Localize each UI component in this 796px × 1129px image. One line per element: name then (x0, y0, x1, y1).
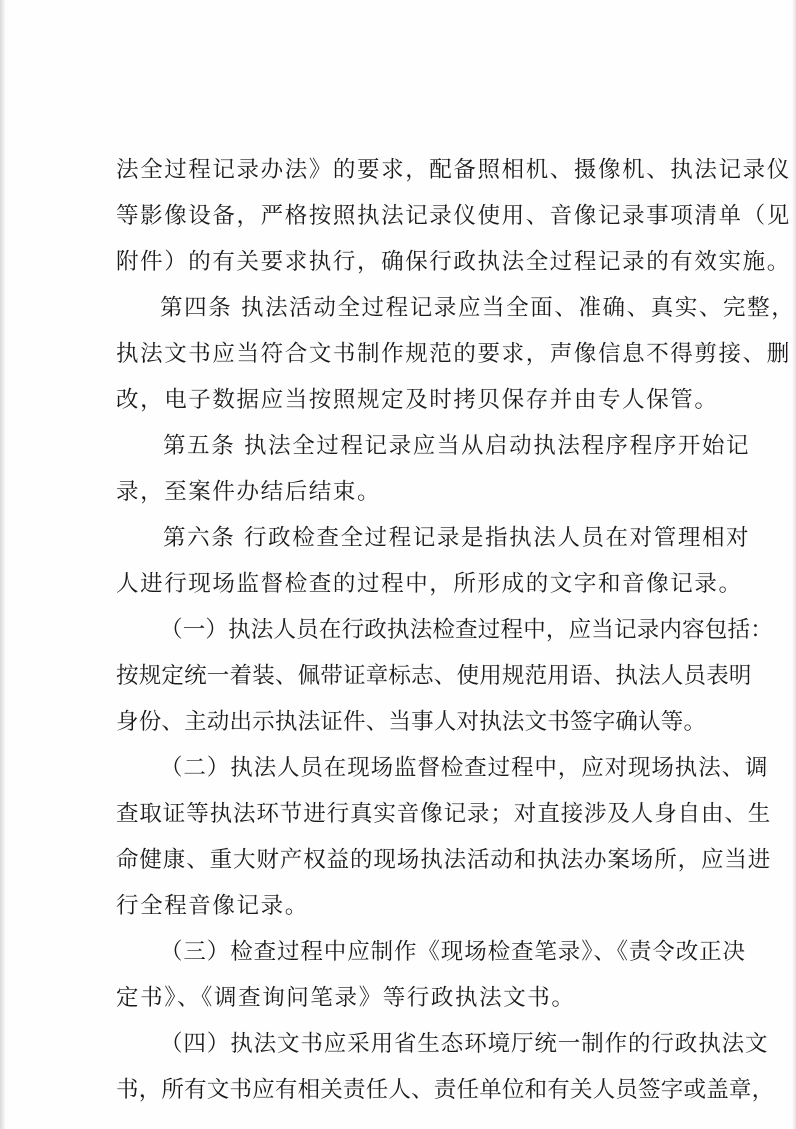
text-line: 执法文书应当符合文书制作规范的要求，声像信息不得剪接、删 (116, 341, 791, 367)
text-line: 等影像设备，严格按照执法记录仪使用、音像记录事项清单（见 (116, 203, 791, 229)
text-line: 人进行现场监督检查的过程中，所形成的文字和音像记录。 (116, 571, 743, 597)
text-line: （三）检查过程中应制作《现场检查笔录》、《责令改正决 (160, 939, 746, 965)
text-line: （一）执法人员在行政执法检查过程中，应当记录内容包括： (160, 617, 773, 643)
text-line: 定书》、《调查询问笔录》等行政执法文书。 (116, 985, 576, 1011)
text-line: 附件）的有关要求执行，确保行政执法全过程记录的有效实施。 (116, 249, 791, 275)
text-line: 第四条 执法活动全过程记录应当全面、准确、真实、完整， (160, 295, 796, 321)
text-line: 第六条 行政检查全过程记录是指执法人员在对管理相对 (163, 525, 751, 551)
text-line: 第五条 执法全过程记录应当从启动执法程序程序开始记 (163, 433, 751, 459)
text-line: 行全程音像记录。 (116, 893, 309, 919)
text-line: 命健康、重大财产权益的现场执法活动和执法办案场所，应当进 (116, 847, 772, 873)
text-line: 身份、主动出示执法证件、当事人对执法文书签字确认等。 (116, 709, 707, 735)
text-line: （二）执法人员在现场监督检查过程中，应对现场执法、调 (160, 755, 769, 781)
text-line: 录，至案件办结后结束。 (116, 479, 382, 505)
text-line: 书，所有文书应有相关责任人、责任单位和有关人员签字或盖章， (116, 1077, 775, 1103)
text-line: （四）执法文书应采用省生态环境厅统一制作的行政执法文 (160, 1031, 769, 1057)
text-line: 改，电子数据应当按照规定及时拷贝保存并由专人保管。 (116, 387, 719, 413)
text-line: 法全过程记录办法》的要求，配备照相机、摄像机、执法记录仪 (116, 157, 791, 183)
text-line: 查取证等执法环节进行真实音像记录；对直接涉及人身自由、生 (116, 801, 772, 827)
text-line: 按规定统一着装、佩带证章标志、使用规范用语、执法人员表明 (116, 663, 752, 689)
